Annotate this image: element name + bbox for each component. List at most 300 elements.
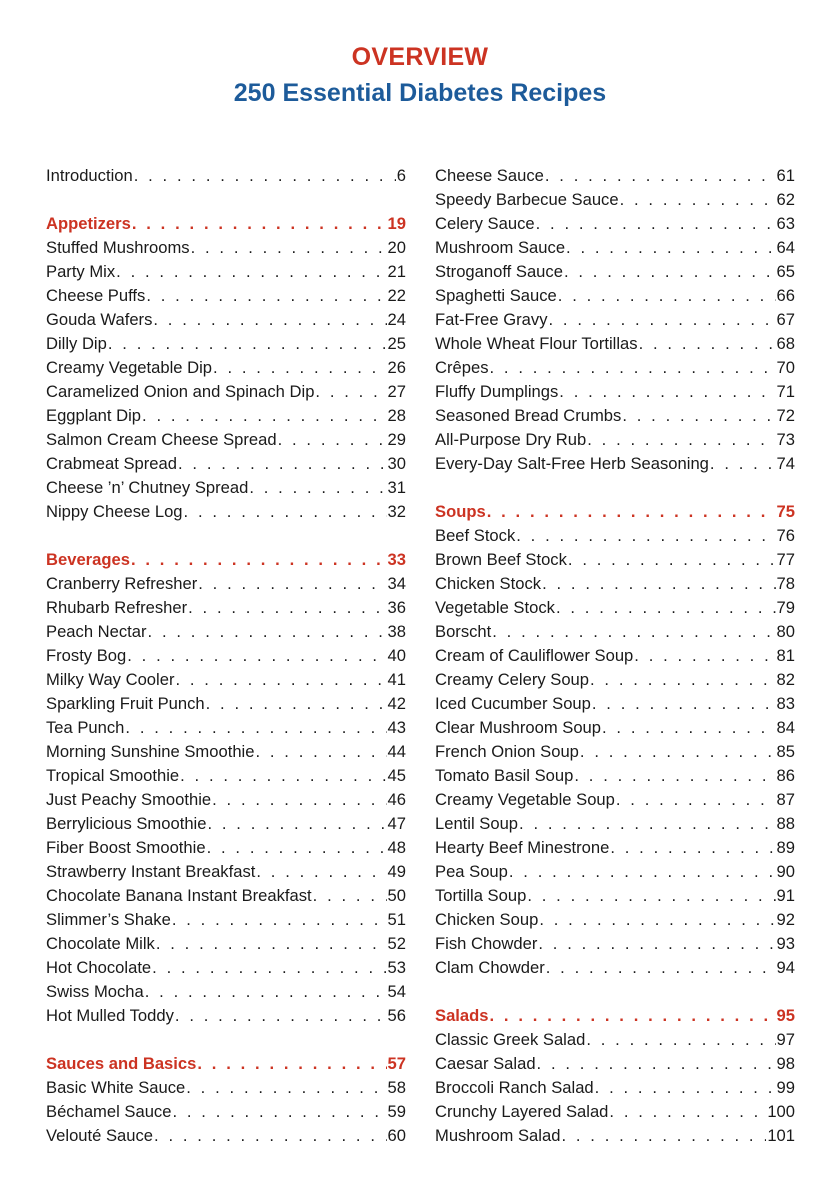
toc-entry[interactable] <box>46 382 406 406</box>
page-number: 85 <box>776 742 795 761</box>
toc-entry[interactable] <box>46 166 406 190</box>
section-spacer <box>435 982 795 1006</box>
toc-entry[interactable] <box>435 1102 795 1126</box>
page-number: 84 <box>776 718 795 737</box>
dot-leader <box>108 334 387 354</box>
entry-title: Caramelized Onion and Spinach Dip <box>46 382 315 401</box>
dot-leader <box>212 790 386 810</box>
page-number: 87 <box>776 790 795 809</box>
page-number: 88 <box>776 814 795 833</box>
toc-entry[interactable] <box>46 574 406 598</box>
dot-leader <box>561 1126 766 1146</box>
dot-leader <box>558 286 776 306</box>
toc-entry[interactable] <box>435 910 795 934</box>
entry-title: Lentil Soup <box>435 814 519 833</box>
dot-leader <box>172 910 387 930</box>
toc-entry[interactable] <box>46 934 406 958</box>
entry-title: Party Mix <box>46 262 116 281</box>
page-number: 52 <box>387 934 406 953</box>
entry-title: Dilly Dip <box>46 334 107 353</box>
toc-entry[interactable] <box>435 550 795 574</box>
dot-leader <box>184 502 387 522</box>
page-number: 20 <box>387 238 406 257</box>
page-number: 86 <box>776 766 795 785</box>
dot-leader <box>148 622 387 642</box>
toc-entry[interactable] <box>46 886 406 910</box>
entry-title: Basic White Sauce <box>46 1078 186 1097</box>
page-number: 63 <box>776 214 795 233</box>
toc-section-heading[interactable] <box>46 550 406 574</box>
dot-leader <box>559 382 775 402</box>
toc-entry[interactable] <box>435 742 795 766</box>
dot-leader <box>207 838 387 858</box>
entry-title: Creamy Vegetable Soup <box>435 790 615 809</box>
entry-title: Stroganoff Sauce <box>435 262 563 281</box>
entry-title: Fluffy Dumplings <box>435 382 559 401</box>
toc-entry[interactable] <box>435 766 795 790</box>
entry-title: Fat-Free Gravy <box>435 310 548 329</box>
dot-leader <box>134 166 396 186</box>
dot-leader <box>154 1126 387 1146</box>
entry-title: Fiber Boost Smoothie <box>46 838 206 857</box>
entry-title: Crunchy Layered Salad <box>435 1102 609 1121</box>
page-number: 71 <box>776 382 795 401</box>
page-number: 80 <box>776 622 795 641</box>
page-number: 74 <box>776 454 795 473</box>
dot-leader <box>492 622 775 642</box>
entry-title: Nippy Cheese Log <box>46 502 183 521</box>
dot-leader <box>490 358 776 378</box>
entry-title: Creamy Celery Soup <box>435 670 590 689</box>
page-number: 36 <box>387 598 406 617</box>
page-number: 66 <box>776 286 795 305</box>
toc-entry[interactable] <box>435 646 795 670</box>
entry-title: Brown Beef Stock <box>435 550 567 569</box>
entry-title: Cheese Sauce <box>435 166 544 185</box>
dot-leader <box>595 1078 776 1098</box>
toc-entry[interactable] <box>46 646 406 670</box>
toc-entry[interactable] <box>46 238 406 262</box>
toc-entry[interactable] <box>435 430 795 454</box>
page-number: 49 <box>387 862 406 881</box>
section-spacer <box>46 526 406 550</box>
page-number: 34 <box>387 574 406 593</box>
dot-leader <box>602 718 776 738</box>
dot-leader <box>255 742 386 762</box>
book-title: 250 Essential Diabetes Recipes <box>233 79 607 107</box>
dot-leader <box>490 1006 776 1026</box>
toc-entry[interactable] <box>46 670 406 694</box>
page-number: 78 <box>776 574 795 593</box>
page-number: 40 <box>387 646 406 665</box>
toc-entry[interactable] <box>46 1006 406 1030</box>
entry-title: Berrylicious Smoothie <box>46 814 207 833</box>
toc-entry[interactable] <box>435 406 795 430</box>
entry-title: Eggplant Dip <box>46 406 142 425</box>
page-number: 30 <box>387 454 406 473</box>
dot-leader <box>207 814 386 834</box>
page-number: 56 <box>387 1006 406 1025</box>
toc-entry[interactable] <box>435 958 795 982</box>
page-number: 42 <box>387 694 406 713</box>
toc-entry[interactable] <box>46 286 406 310</box>
toc-entry[interactable] <box>435 382 795 406</box>
entry-title: Hot Mulled Toddy <box>46 1006 174 1025</box>
page-number: 62 <box>776 190 795 209</box>
toc-entry[interactable] <box>46 982 406 1006</box>
entry-title: Mushroom Sauce <box>435 238 566 257</box>
page-number: 27 <box>387 382 406 401</box>
page-number: 89 <box>776 838 795 857</box>
dot-leader <box>516 526 775 546</box>
toc-entry[interactable] <box>46 838 406 862</box>
toc-entry[interactable] <box>46 718 406 742</box>
page-number: 24 <box>387 310 406 329</box>
toc-section-heading[interactable] <box>435 1006 795 1030</box>
page-header <box>0 42 840 110</box>
page-number: 61 <box>776 166 795 185</box>
entry-title: Vegetable Stock <box>435 598 555 617</box>
page-number: 67 <box>776 310 795 329</box>
toc-entry[interactable] <box>435 358 795 382</box>
dot-leader <box>609 1102 766 1122</box>
entry-title: Classic Greek Salad <box>435 1030 586 1049</box>
toc-entry[interactable] <box>46 430 406 454</box>
toc-entry[interactable] <box>435 934 795 958</box>
toc-entry[interactable] <box>46 478 406 502</box>
dot-leader <box>542 574 775 594</box>
page-number: 76 <box>776 526 795 545</box>
entry-title: All-Purpose Dry Rub <box>435 430 587 449</box>
section-title: Sauces and Basics <box>46 1054 197 1073</box>
toc-entry[interactable] <box>435 814 795 838</box>
toc-entry[interactable] <box>46 262 406 286</box>
entry-title: Swiss Mocha <box>46 982 144 1001</box>
dot-leader <box>580 742 776 762</box>
toc-entry[interactable] <box>46 406 406 430</box>
dot-leader <box>527 886 775 906</box>
toc-left-column <box>46 166 406 1150</box>
entry-title: Sparkling Fruit Punch <box>46 694 205 713</box>
entry-title: Frosty Bog <box>46 646 127 665</box>
dot-leader <box>592 694 776 714</box>
toc-entry[interactable] <box>46 694 406 718</box>
dot-leader <box>315 382 386 402</box>
toc-entry[interactable] <box>46 502 406 526</box>
page-number: 70 <box>776 358 795 377</box>
dot-leader <box>587 430 775 450</box>
section-title: Salads <box>435 1006 489 1025</box>
dot-leader <box>545 166 776 186</box>
page-number: 32 <box>387 502 406 521</box>
page-number: 90 <box>776 862 795 881</box>
dot-leader <box>538 934 775 954</box>
dot-leader <box>509 862 776 882</box>
section-title: Beverages <box>46 550 130 569</box>
entry-title: Crabmeat Spread <box>46 454 177 473</box>
section-spacer <box>46 190 406 214</box>
dot-leader <box>616 790 776 810</box>
page-number: 19 <box>387 214 406 233</box>
page-number: 46 <box>387 790 406 809</box>
toc-entry[interactable] <box>435 310 795 334</box>
section-title: Appetizers <box>46 214 131 233</box>
entry-title: Cream of Cauliflower Soup <box>435 646 634 665</box>
dot-leader <box>153 310 386 330</box>
entry-title: Tropical Smoothie <box>46 766 180 785</box>
dot-leader <box>156 934 387 954</box>
dot-leader <box>568 550 776 570</box>
toc-entry[interactable] <box>46 814 406 838</box>
page-number: 72 <box>776 406 795 425</box>
toc-entry[interactable] <box>46 310 406 334</box>
entry-title: Morning Sunshine Smoothie <box>46 742 255 761</box>
page-number: 60 <box>387 1126 406 1145</box>
page-number: 6 <box>396 166 406 185</box>
entry-title: Strawberry Instant Breakfast <box>46 862 256 881</box>
dot-leader <box>634 646 775 666</box>
entry-title: Slimmer’s Shake <box>46 910 171 929</box>
dot-leader <box>127 646 386 666</box>
entry-title: Beef Stock <box>435 526 516 545</box>
page-number: 47 <box>387 814 406 833</box>
toc-entry[interactable] <box>435 790 795 814</box>
dot-leader <box>590 670 776 690</box>
entry-title: Speedy Barbecue Sauce <box>435 190 619 209</box>
toc-entry[interactable] <box>46 1102 406 1126</box>
entry-title: Tomato Basil Soup <box>435 766 574 785</box>
toc-entry[interactable] <box>435 838 795 862</box>
entry-title: Clam Chowder <box>435 958 545 977</box>
toc-entry[interactable] <box>46 766 406 790</box>
entry-title: Iced Cucumber Soup <box>435 694 591 713</box>
toc-entry[interactable] <box>46 598 406 622</box>
toc-entry[interactable] <box>435 694 795 718</box>
dot-leader <box>556 598 776 618</box>
toc-entry[interactable] <box>435 454 795 478</box>
page-number: 94 <box>776 958 795 977</box>
section-title: Soups <box>435 502 486 521</box>
entry-title: Chicken Soup <box>435 910 539 929</box>
toc-entry[interactable] <box>435 238 795 262</box>
entry-title: Every-Day Salt-Free Herb Seasoning <box>435 454 709 473</box>
entry-title: Chicken Stock <box>435 574 542 593</box>
page-number: 68 <box>776 334 795 353</box>
entry-title: Clear Mushroom Soup <box>435 718 602 737</box>
page-number: 82 <box>776 670 795 689</box>
dot-leader <box>188 598 386 618</box>
page-number: 83 <box>776 694 795 713</box>
toc-entry[interactable] <box>435 190 795 214</box>
dot-leader <box>131 550 387 570</box>
toc-entry[interactable] <box>435 670 795 694</box>
entry-title: Fish Chowder <box>435 934 538 953</box>
page-number: 48 <box>387 838 406 857</box>
page-number: 98 <box>776 1054 795 1073</box>
toc-entry[interactable] <box>435 262 795 286</box>
toc-section-heading[interactable] <box>46 1054 406 1078</box>
toc-entry[interactable] <box>46 358 406 382</box>
dot-leader <box>152 958 386 978</box>
page-number: 57 <box>387 1054 406 1073</box>
page-number: 95 <box>776 1006 795 1025</box>
dot-leader <box>142 406 387 426</box>
page-number: 41 <box>387 670 406 689</box>
entry-title: Velouté Sauce <box>46 1126 154 1145</box>
dot-leader <box>249 478 386 498</box>
page-number: 59 <box>387 1102 406 1121</box>
entry-title: Introduction <box>46 166 133 185</box>
toc-entry[interactable] <box>435 1126 795 1150</box>
page-number: 81 <box>776 646 795 665</box>
page-number: 79 <box>776 598 795 617</box>
toc-entry[interactable] <box>435 574 795 598</box>
page-number: 101 <box>767 1126 795 1145</box>
toc-entry[interactable] <box>46 742 406 766</box>
page-number: 38 <box>387 622 406 641</box>
entry-title: Seasoned Bread Crumbs <box>435 406 622 425</box>
page-number: 43 <box>387 718 406 737</box>
entry-title: Béchamel Sauce <box>46 1102 172 1121</box>
toc-entry[interactable] <box>46 862 406 886</box>
dot-leader <box>710 454 776 474</box>
page-number: 45 <box>387 766 406 785</box>
toc-entry[interactable] <box>435 862 795 886</box>
entry-title: Hearty Beef Minestrone <box>435 838 610 857</box>
page-number: 93 <box>776 934 795 953</box>
toc-entry[interactable] <box>435 286 795 310</box>
toc-entry[interactable] <box>435 1078 795 1102</box>
entry-title: Salmon Cream Cheese Spread <box>46 430 277 449</box>
dot-leader <box>536 214 776 234</box>
dot-leader <box>546 958 776 978</box>
entry-title: Cheese ’n’ Chutney Spread <box>46 478 249 497</box>
page-number: 31 <box>387 478 406 497</box>
toc-entry[interactable] <box>435 1030 795 1054</box>
entry-title: Hot Chocolate <box>46 958 152 977</box>
entry-title: Tea Punch <box>46 718 125 737</box>
toc-entry[interactable] <box>46 1126 406 1150</box>
dot-leader <box>175 1006 387 1026</box>
page-number: 44 <box>387 742 406 761</box>
page-number: 100 <box>767 1102 795 1121</box>
entry-title: Tortilla Soup <box>435 886 527 905</box>
dot-leader <box>116 262 386 282</box>
page-number: 29 <box>387 430 406 449</box>
page-number: 65 <box>776 262 795 281</box>
dot-leader <box>172 1102 386 1122</box>
dot-leader <box>610 838 775 858</box>
toc-entry[interactable] <box>46 910 406 934</box>
dot-leader <box>574 766 775 786</box>
entry-title: Gouda Wafers <box>46 310 153 329</box>
toc-right-column <box>435 166 795 1150</box>
dot-leader <box>586 1030 775 1050</box>
dot-leader <box>213 358 387 378</box>
dot-leader <box>539 910 775 930</box>
entry-title: Broccoli Ranch Salad <box>435 1078 594 1097</box>
dot-leader <box>186 1078 386 1098</box>
dot-leader <box>620 190 776 210</box>
page-number: 97 <box>776 1030 795 1049</box>
entry-title: Rhubarb Refresher <box>46 598 188 617</box>
dot-leader <box>178 454 387 474</box>
toc-entry[interactable] <box>435 622 795 646</box>
dot-leader <box>191 238 387 258</box>
entry-title: Crêpes <box>435 358 489 377</box>
dot-leader <box>180 766 386 786</box>
dot-leader <box>564 262 776 282</box>
entry-title: Caesar Salad <box>435 1054 536 1073</box>
dot-leader <box>622 406 775 426</box>
toc-entry[interactable] <box>435 526 795 550</box>
toc-entry[interactable] <box>46 790 406 814</box>
dot-leader <box>256 862 386 882</box>
toc-entry[interactable] <box>435 718 795 742</box>
entry-title: Spaghetti Sauce <box>435 286 557 305</box>
entry-title: Cheese Puffs <box>46 286 146 305</box>
dot-leader <box>549 310 776 330</box>
toc-entry[interactable] <box>435 886 795 910</box>
toc-entry[interactable] <box>46 454 406 478</box>
entry-title: French Onion Soup <box>435 742 579 761</box>
toc-entry[interactable] <box>435 1054 795 1078</box>
dot-leader <box>145 982 387 1002</box>
page-number: 51 <box>387 910 406 929</box>
entry-title: Peach Nectar <box>46 622 147 641</box>
page-number: 75 <box>776 502 795 521</box>
dot-leader <box>197 1054 386 1074</box>
toc-entry[interactable] <box>46 958 406 982</box>
dot-leader <box>537 1054 776 1074</box>
page-number: 92 <box>776 910 795 929</box>
toc-entry[interactable] <box>435 214 795 238</box>
section-spacer <box>46 1030 406 1054</box>
page-number: 54 <box>387 982 406 1001</box>
entry-title: Borscht <box>435 622 492 641</box>
entry-title: Cranberry Refresher <box>46 574 198 593</box>
toc-entry[interactable] <box>46 334 406 358</box>
toc-entry[interactable] <box>435 334 795 358</box>
dot-leader <box>519 814 775 834</box>
entry-title: Creamy Vegetable Dip <box>46 358 213 377</box>
entry-title: Just Peachy Smoothie <box>46 790 212 809</box>
entry-title: Mushroom Salad <box>435 1126 561 1145</box>
entry-title: Whole Wheat Flour Tortillas <box>435 334 638 353</box>
page-number: 91 <box>776 886 795 905</box>
entry-title: Milky Way Cooler <box>46 670 175 689</box>
toc-section-heading[interactable] <box>435 502 795 526</box>
page-number: 58 <box>387 1078 406 1097</box>
dot-leader <box>198 574 386 594</box>
toc-entry[interactable] <box>46 622 406 646</box>
dot-leader <box>639 334 776 354</box>
dot-leader <box>175 670 386 690</box>
page-number: 22 <box>387 286 406 305</box>
page-number: 28 <box>387 406 406 425</box>
toc-entry[interactable] <box>435 598 795 622</box>
toc-entry[interactable] <box>435 166 795 190</box>
toc-section-heading[interactable] <box>46 214 406 238</box>
dot-leader <box>206 694 387 714</box>
toc-entry[interactable] <box>46 1078 406 1102</box>
page-number: 26 <box>387 358 406 377</box>
dot-leader <box>313 886 387 906</box>
entry-title: Celery Sauce <box>435 214 535 233</box>
entry-title: Pea Soup <box>435 862 508 881</box>
dot-leader <box>487 502 776 522</box>
overview-heading: OVERVIEW <box>351 43 489 71</box>
